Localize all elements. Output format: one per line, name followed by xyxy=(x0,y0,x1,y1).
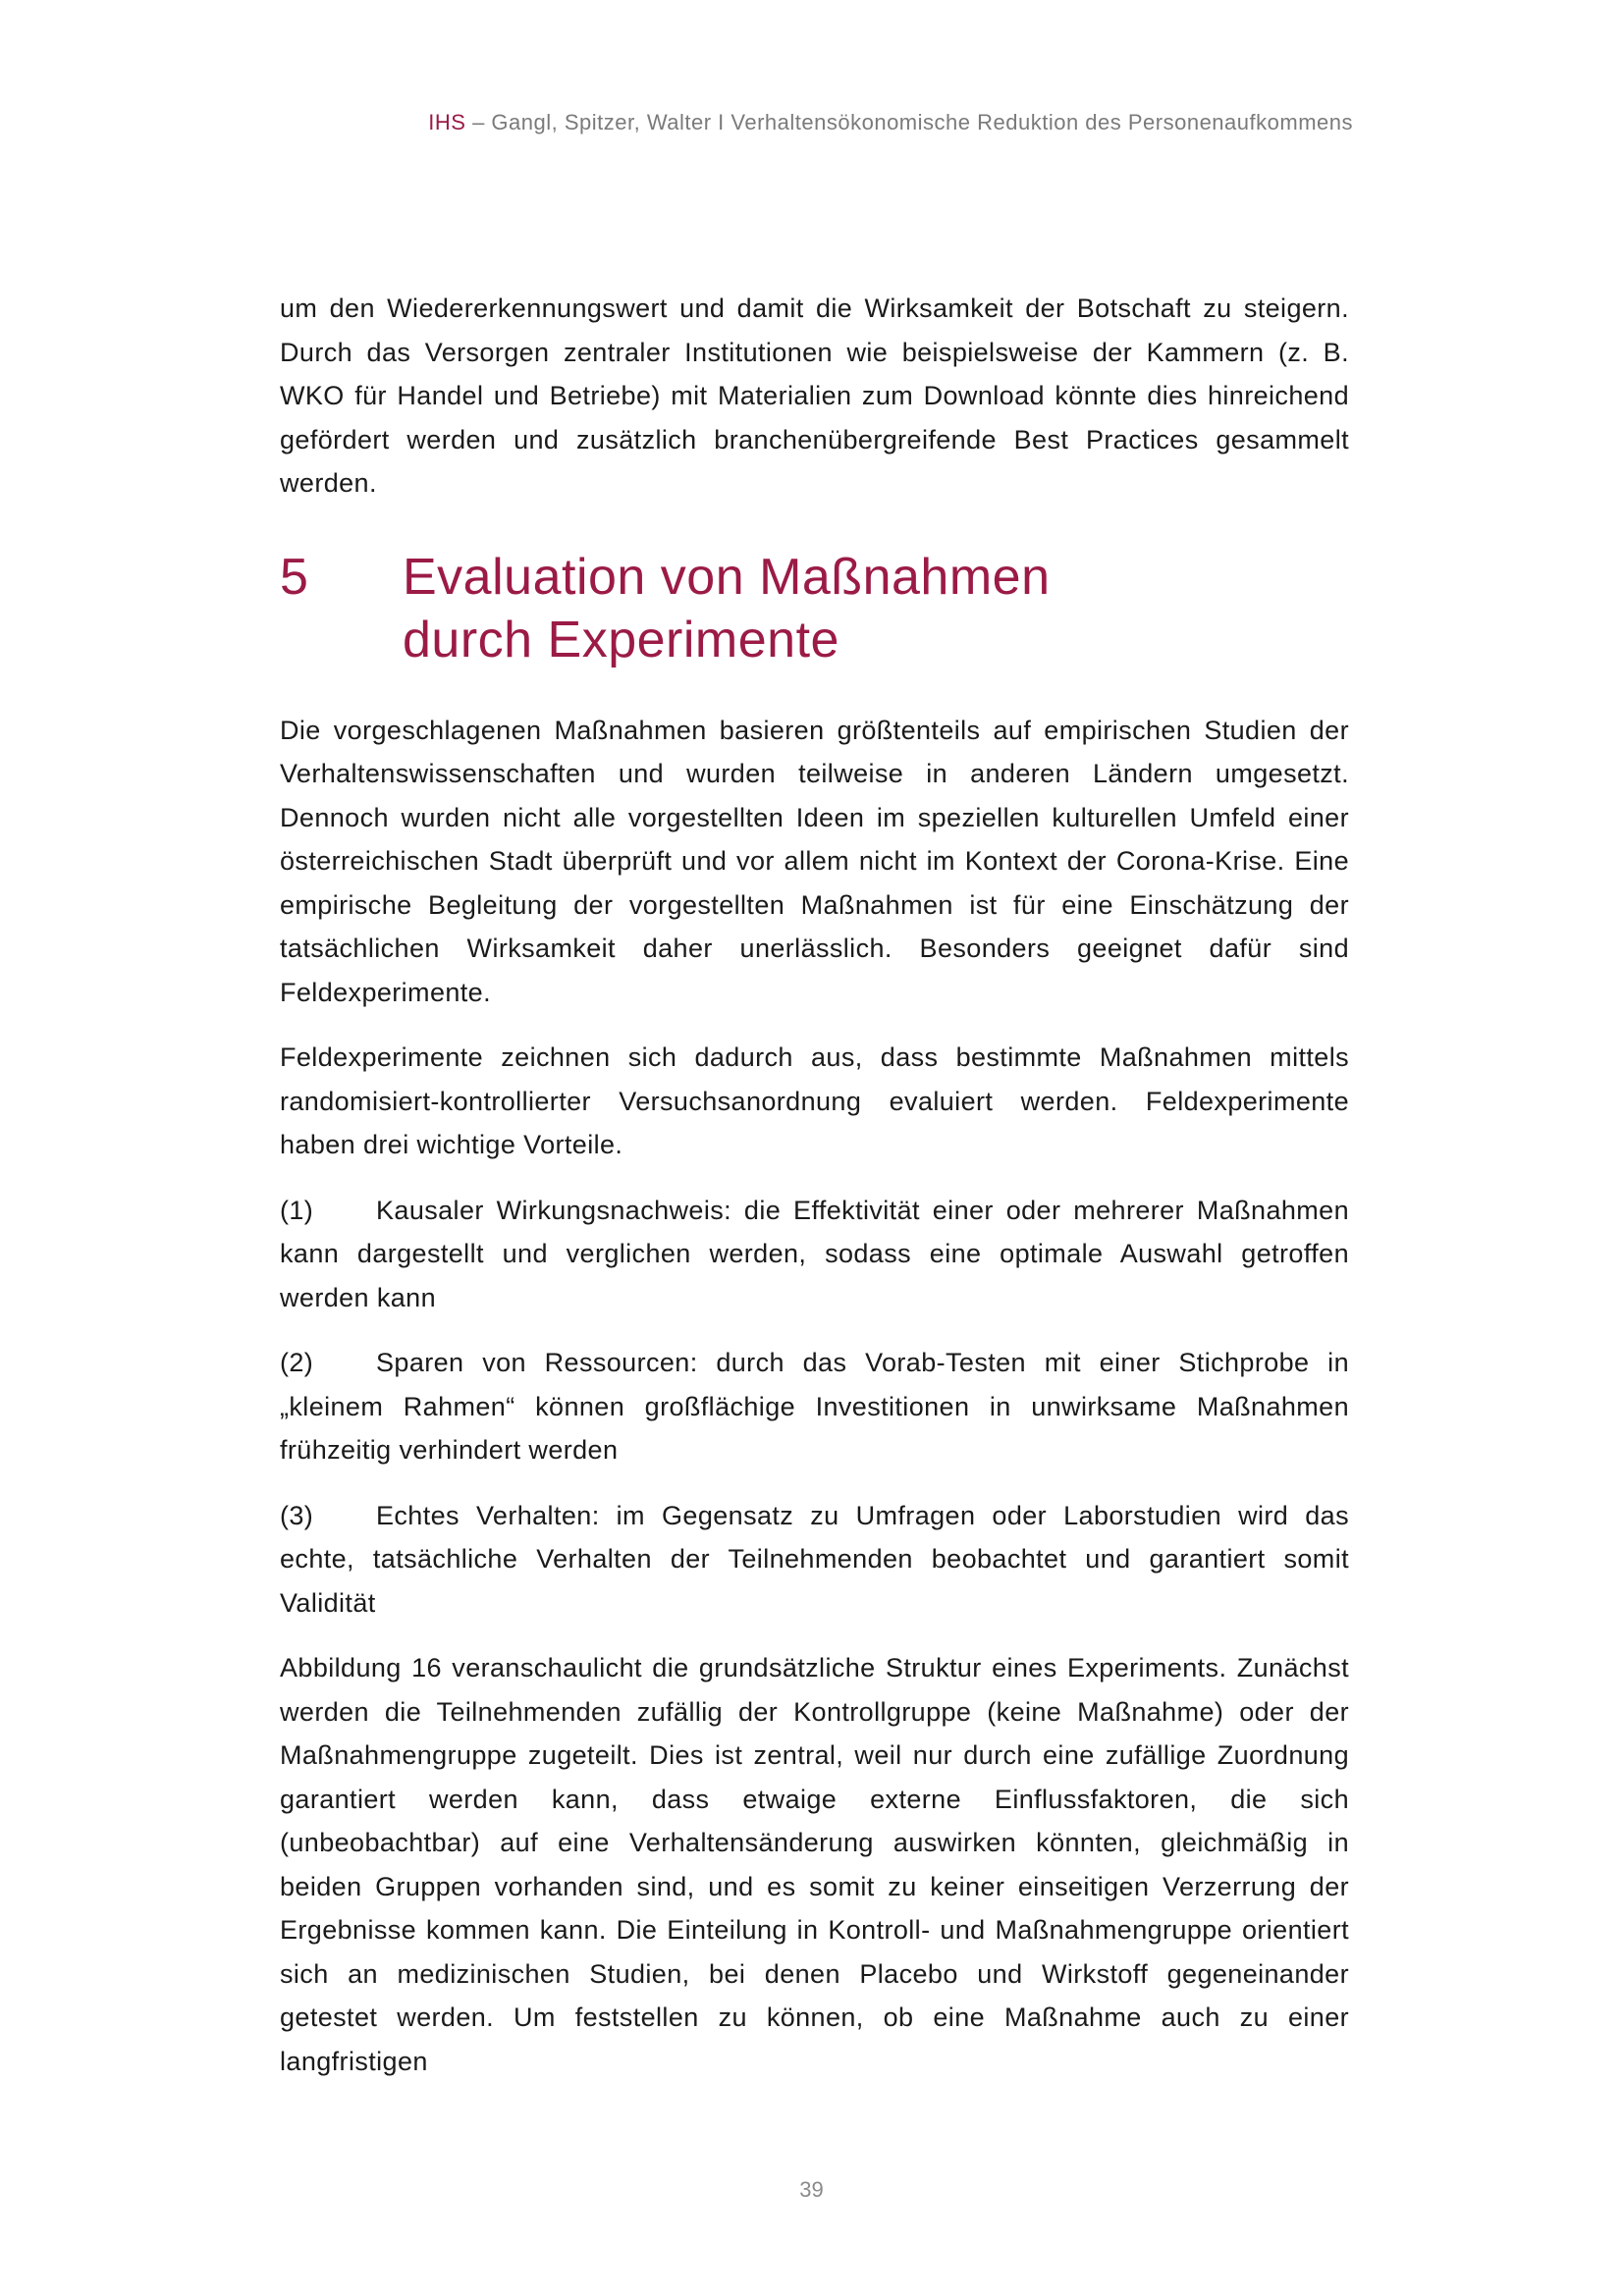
page-number: 39 xyxy=(799,2177,824,2202)
list-item-text: Kausaler Wirkungsnachweis: die Effektivität einer oder mehrerer Maßnahmen kann dargestellt und verglichen werden, sodass eine optimale Auswahl getroffen werden kann xyxy=(280,1195,1349,1312)
section-title: Evaluation von Maßnahmen durch Experimente xyxy=(403,548,1051,668)
section-heading xyxy=(280,546,1349,671)
list-item-text: Sparen von Ressourcen: durch das Vorab-Testen mit einer Stichprobe in „kleinem Rahmen“ können großflächige Investitionen in unwirksame Maßnahmen frühzeitig verhindert werden xyxy=(280,1348,1349,1465)
list-item-number: (2) xyxy=(280,1348,314,1377)
list-item-number: (1) xyxy=(280,1195,314,1225)
list-item-3 xyxy=(280,1494,1349,1626)
section-number: 5 xyxy=(280,548,309,606)
header-title: – Gangl, Spitzer, Walter I Verhaltensökonomische Reduktion des Personenaufkommens xyxy=(465,110,1353,134)
running-header xyxy=(428,110,1353,135)
body-paragraph-1: Die vorgeschlagenen Maßnahmen basieren größtenteils auf empirischen Studien der Verhaltenswissenschaften und wurden teilweise in anderen Ländern umgesetzt. Dennoch wurden nicht alle vorgestellten Ideen im speziellen kulturellen Umfeld einer österreichischen Stadt überprüft und vor allem nicht im Kontext der Corona-Krise. Eine empirische Begleitung der vorgestellten Maßnahmen ist für eine Einschätzung der tatsächlichen Wirksamkeit daher unerlässlich. Besonders geeignet dafür sind Feldexperimente. xyxy=(280,715,1349,1007)
list-item-1 xyxy=(280,1189,1349,1320)
list-item-text: Echtes Verhalten: im Gegensatz zu Umfragen oder Laborstudien wird das echte, tatsächliche Verhalten der Teilnehmenden beobachtet und garantiert somit Validität xyxy=(280,1500,1349,1618)
body-paragraph-2: Feldexperimente zeichnen sich dadurch aus, dass bestimmte Maßnahmen mittels randomisiert-kontrollierter Versuchsanordnung evaluiert werden. Feldexperimente haben drei wichtige Vorteile. xyxy=(280,1042,1349,1159)
header-brand: IHS xyxy=(428,110,466,134)
intro-paragraph: um den Wiedererkennungswert und damit die Wirksamkeit der Botschaft zu steigern. Durch das Versorgen zentraler Institutionen wie beispielsweise der Kammern (z. B. WKO für Handel und Betriebe) mit Materialien zum Download könnte dies hinreichend gefördert werden und zusätzlich branchenübergreifende Best Practices gesammelt werden. xyxy=(280,294,1349,498)
list-item-2 xyxy=(280,1341,1349,1472)
body-paragraph-3: Abbildung 16 veranschaulicht die grundsätzliche Struktur eines Experiments. Zunächst werden die Teilnehmenden zufällig der Kontrollgruppe (keine Maßnahme) oder der Maßnahmengruppe zugeteilt. Dies ist zentral, weil nur durch eine zufällige Zuordnung garantiert werden kann, dass etwaige externe Einflussfaktoren, die sich (unbeobachtbar) auf eine Verhaltensänderung auswirken könnten, gleichmäßig in beiden Gruppen vorhanden sind, und es somit zu keiner einseitigen Verzerrung der Ergebnisse kommen kann. Die Einteilung in Kontroll- und Maßnahmengruppe orientiert sich an medizinischen Studien, bei denen Placebo und Wirkstoff gegeneinander getestet werden. Um feststellen zu können, ob eine Maßnahme auch zu einer langfristigen xyxy=(280,1653,1349,2076)
list-item-number: (3) xyxy=(280,1500,314,1530)
page-content xyxy=(280,287,1349,2083)
